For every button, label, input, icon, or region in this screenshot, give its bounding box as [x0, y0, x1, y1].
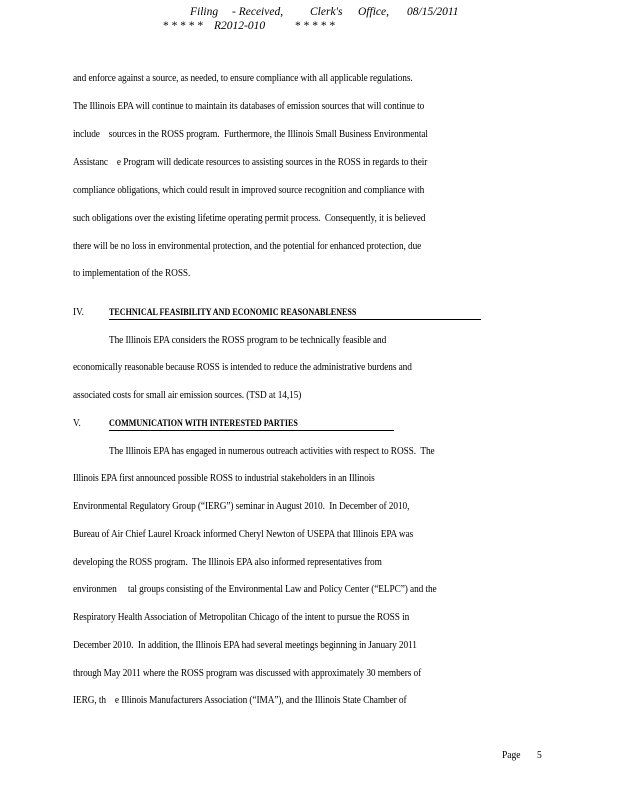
text-line: Bureau of Air Chief Laurel Kroack informed Cheryl Newton of USEPA that Illinois EPA was: [73, 529, 414, 540]
page-label: Page: [502, 750, 521, 761]
heading-underline: [109, 430, 394, 431]
text-line: Environmental Regulatory Group (“IERG”) seminar in August 2010. In December of 2010,: [73, 501, 410, 512]
header-stars-left: * * * * *: [163, 20, 204, 32]
header-stars-right: * * * * *: [295, 20, 336, 32]
text-line: through May 2011 where the ROSS program was discussed with approximately 30 members of: [73, 668, 422, 679]
heading-underline: [109, 319, 481, 320]
text-line: developing the ROSS program. The Illinois EPA also informed representatives from: [73, 557, 382, 568]
section-number: V.: [73, 418, 81, 429]
text-line: December 2010. In addition, the Illinois EPA had several meetings beginning in January 2011: [73, 640, 417, 651]
text-line: The Illinois EPA has engaged in numerous outreach activities with respect to ROSS. The: [109, 446, 435, 457]
text-line: IERG, th e Illinois Manufacturers Association (“IMA”), and the Illinois State Chamber of: [73, 695, 407, 706]
header-date: 08/15/2011: [407, 6, 459, 18]
text-line: to implementation of the ROSS.: [73, 268, 191, 279]
text-line: The Illinois EPA considers the ROSS program to be technically feasible and: [109, 335, 387, 346]
text-line: environmen tal groups consisting of the Environmental Law and Policy Center (“ELPC”) and the: [73, 584, 437, 595]
text-line: Illinois EPA first announced possible ROSS to industrial stakeholders in an Illinois: [73, 473, 375, 484]
text-line: compliance obligations, which could result in improved source recognition and compliance with: [73, 185, 425, 196]
text-line: such obligations over the existing lifetime operating permit process. Consequently, it is believed: [73, 213, 426, 224]
section-heading: COMMUNICATION WITH INTERESTED PARTIES: [109, 419, 298, 429]
text-line: The Illinois EPA will continue to maintain its databases of emission sources that will continue to: [73, 101, 425, 112]
section-number: IV.: [73, 307, 84, 318]
text-line: economically reasonable because ROSS is intended to reduce the administrative burdens and: [73, 362, 412, 373]
header-filing: Filing: [190, 6, 219, 18]
header-clerks: Clerk's: [310, 6, 343, 18]
header-office: Office,: [358, 6, 389, 18]
header-docket: R2012-010: [214, 20, 266, 32]
text-line: include sources in the ROSS program. Furthermore, the Illinois Small Business Environmental: [73, 129, 428, 140]
text-line: there will be no loss in environmental protection, and the potential for enhanced protection, due: [73, 241, 422, 252]
page-number: 5: [537, 750, 542, 761]
section-heading: TECHNICAL FEASIBILITY AND ECONOMIC REASONABLENESS: [109, 308, 357, 318]
text-line: and enforce against a source, as needed, to ensure compliance with all applicable regulations.: [73, 73, 413, 84]
text-line: Respiratory Health Association of Metropolitan Chicago of the intent to pursue the ROSS in: [73, 612, 410, 623]
header-received: - Received,: [232, 6, 284, 18]
text-line: Assistanc e Program will dedicate resources to assisting sources in the ROSS in regards to their: [73, 157, 428, 168]
text-line: associated costs for small air emission sources. (TSD at 14,15): [73, 390, 302, 401]
